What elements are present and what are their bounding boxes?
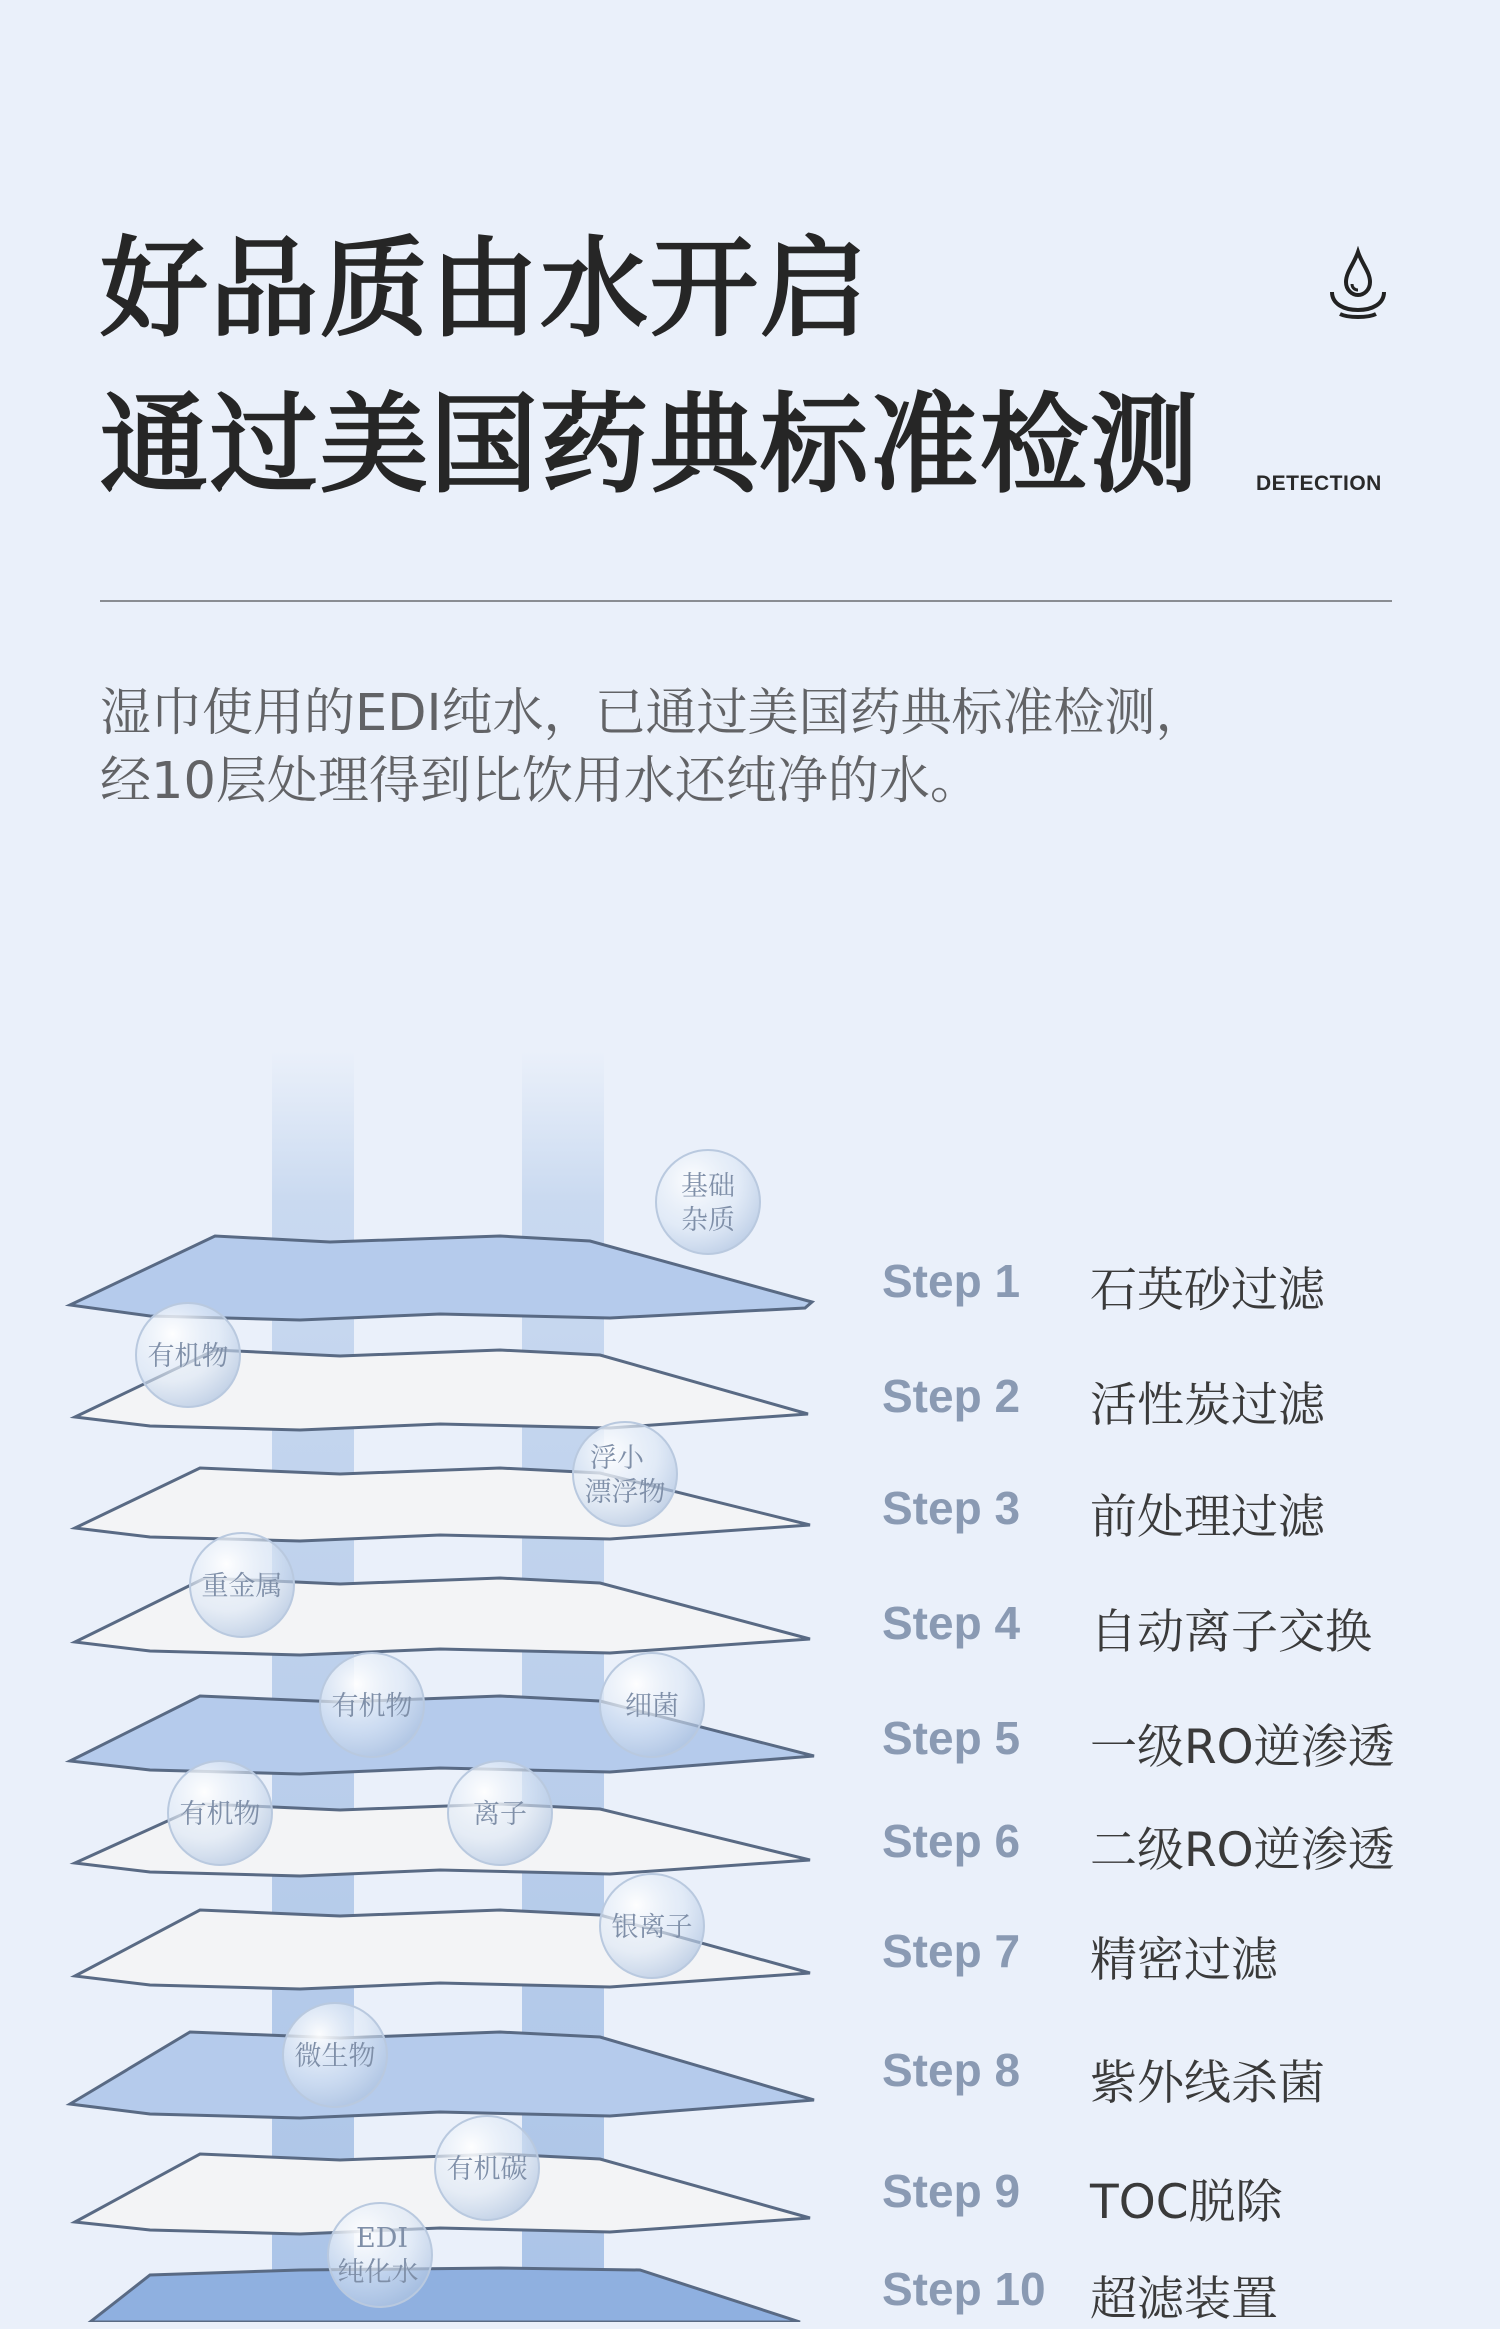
bubble-impurities-line1: 基础 [681, 1171, 735, 1202]
step-7-label: Step 7 [882, 1925, 1021, 1977]
water-drop-icon [1318, 246, 1398, 326]
bubble-impurities [656, 1150, 760, 1254]
svg-text:有机物: 有机物 [331, 1691, 413, 1722]
bubble-bacteria [600, 1653, 704, 1757]
layer-8 [70, 2032, 814, 2118]
svg-text:离子: 离子 [473, 1799, 527, 1830]
step-9-text: TOC脱除 [1090, 2175, 1283, 2230]
step-9-label: Step 9 [882, 2165, 1021, 2217]
step-10-text: 超滤装置 [1090, 2272, 1278, 2327]
page-title-line1: 好品质由水开启 [100, 227, 871, 352]
step-8-text: 紫外线杀菌 [1090, 2056, 1325, 2111]
bubble-organic-1 [136, 1303, 240, 1407]
bubble-edi-line1: EDI [355, 2223, 409, 2254]
step-3-text: 前处理过滤 [1090, 1490, 1325, 1545]
description-line1: 湿巾使用的EDI纯水，已通过美国药典标准检测， [100, 684, 1207, 743]
step-2-text: 活性炭过滤 [1090, 1378, 1325, 1433]
bubble-microbes [283, 2003, 387, 2107]
svg-text:有机物: 有机物 [147, 1341, 229, 1372]
bubble-impurities-line2: 杂质 [681, 1205, 735, 1236]
svg-text:重金属: 重金属 [201, 1571, 283, 1602]
description [100, 680, 1207, 816]
layer-4 [75, 1578, 810, 1655]
page-title-line2: 通过美国药典标准检测 [100, 383, 1201, 508]
step-7-text: 精密过滤 [1090, 1933, 1278, 1988]
svg-text:细菌: 细菌 [625, 1691, 679, 1722]
bubble-organic-3 [168, 1761, 272, 1865]
bubble-organic-2 [320, 1653, 424, 1757]
filtration-diagram [0, 1030, 870, 2322]
step-5-text: 一级RO逆渗透 [1090, 1720, 1395, 1775]
step-3-label: Step 3 [882, 1482, 1021, 1534]
bubble-edi-line2: 纯化水 [337, 2257, 419, 2288]
svg-text:银离子: 银离子 [611, 1912, 693, 1943]
bubble-heavy-metal [190, 1533, 294, 1637]
bubble-ions [448, 1761, 552, 1865]
step-1-text: 石英砂过滤 [1090, 1263, 1325, 1318]
step-6-text: 二级RO逆渗透 [1090, 1823, 1395, 1878]
bubble-floaters [573, 1422, 677, 1526]
detection-label: DETECTION [1256, 472, 1382, 495]
bubble-floaters-line1: 浮小 [590, 1443, 644, 1474]
step-8-label: Step 8 [882, 2044, 1021, 2096]
step-6-label: Step 6 [882, 1815, 1021, 1867]
svg-text:有机碳: 有机碳 [446, 2154, 528, 2185]
step-4-text: 自动离子交换 [1090, 1605, 1372, 1660]
step-1-label: Step 1 [882, 1255, 1021, 1307]
step-10-label: Step 10 [882, 2263, 1046, 2315]
layer-3 [75, 1468, 810, 1541]
step-2-label: Step 2 [882, 1370, 1021, 1422]
svg-text:微生物: 微生物 [294, 2041, 376, 2072]
bubble-floaters-line2: 漂浮物 [584, 1477, 666, 1508]
step-5-label: Step 5 [882, 1712, 1021, 1764]
description-line2: 经10层处理得到比饮用水还纯净的水。 [100, 752, 981, 811]
svg-text:有机物: 有机物 [179, 1799, 261, 1830]
step-4-label: Step 4 [882, 1597, 1021, 1649]
bubble-organic-carbon [435, 2116, 539, 2220]
bubble-edi-water [328, 2203, 432, 2307]
layer-10 [90, 2268, 800, 2322]
bubble-silver-ions [600, 1874, 704, 1978]
divider [100, 600, 1392, 602]
